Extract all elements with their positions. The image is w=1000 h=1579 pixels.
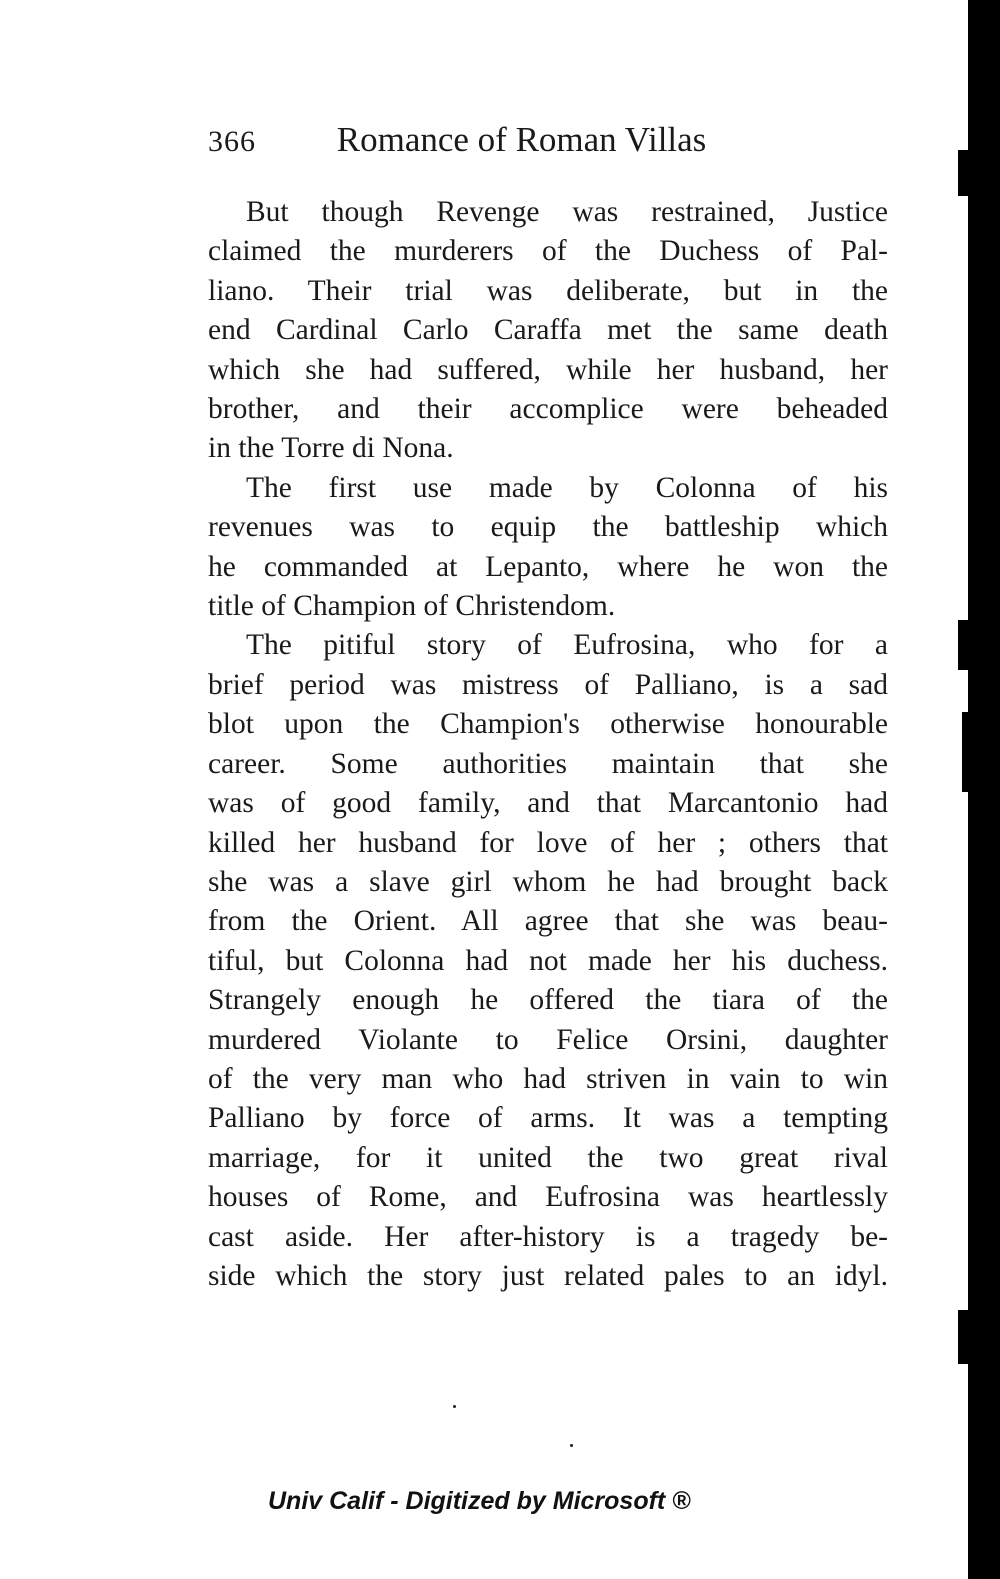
text-line: end Cardinal Carlo Caraffa met the same death [208, 314, 888, 347]
text-line: cast aside. Her after-history is a tragedy be- [208, 1220, 888, 1253]
scanner-edge-notch [958, 150, 972, 196]
text-line: he commanded at Lepanto, where he won the [208, 550, 888, 583]
page-body [208, 193, 888, 1296]
text-line: liano. Their trial was deliberate, but in the [208, 274, 888, 307]
text-line: brief period was mistress of Palliano, is a sad [208, 668, 888, 701]
running-title: Romance of Roman Villas [336, 120, 707, 159]
text-line: revenues was to equip the battleship which [208, 511, 888, 544]
text-line: career. Some authorities maintain that she [208, 747, 888, 780]
scanner-edge-notch [958, 620, 972, 670]
text-line: houses of Rome, and Eufrosina was heartlessly [208, 1181, 888, 1214]
scanner-edge-notch [962, 712, 972, 792]
scan-speck [570, 1444, 573, 1447]
text-line: The pitiful story of Eufrosina, who for a [246, 629, 888, 662]
text-line: claimed the murderers of the Duchess of Pal- [208, 235, 888, 268]
text-line: Palliano by force of arms. It was a tempting [208, 1102, 888, 1135]
text-line: which she had suffered, while her husband, her [208, 353, 888, 386]
text-line: side which the story just related pales to an idyl. [208, 1259, 888, 1292]
scan-speck [453, 1405, 456, 1408]
text-line: But though Revenge was restrained, Justice [246, 196, 888, 228]
text-line: title of Champion of Christendom. [208, 590, 616, 623]
scanner-edge-notch [958, 1310, 972, 1364]
text-line: The first use made by Colonna of his [246, 471, 888, 504]
text-line: tiful, but Colonna had not made her his duchess. [208, 944, 888, 977]
text-line: of the very man who had striven in vain to win [208, 1062, 888, 1095]
paragraph [208, 469, 888, 627]
text-line: marriage, for it united the two great rival [208, 1141, 888, 1174]
text-line: she was a slave girl whom he had brought back [208, 865, 888, 898]
text-line: Strangely enough he offered the tiara of the [208, 984, 888, 1017]
text-line: blot upon the Champion's otherwise honourable [208, 708, 888, 741]
scanner-edge [968, 0, 1000, 1579]
text-line: from the Orient. All agree that she was beau- [208, 905, 888, 938]
page-number: 366 [208, 125, 256, 158]
page-header [208, 112, 888, 168]
digitization-watermark: Univ Calif - Digitized by Microsoft ® [268, 1487, 691, 1515]
paragraph [208, 626, 888, 1296]
text-line: was of good family, and that Marcantonio had [208, 787, 888, 820]
text-line: in the Torre di Nona. [208, 432, 454, 465]
text-line: brother, and their accomplice were beheaded [208, 393, 888, 426]
text-line: killed her husband for love of her ; others that [208, 826, 888, 859]
paragraph [208, 193, 888, 469]
text-line: murdered Violante to Felice Orsini, daughter [208, 1023, 888, 1056]
